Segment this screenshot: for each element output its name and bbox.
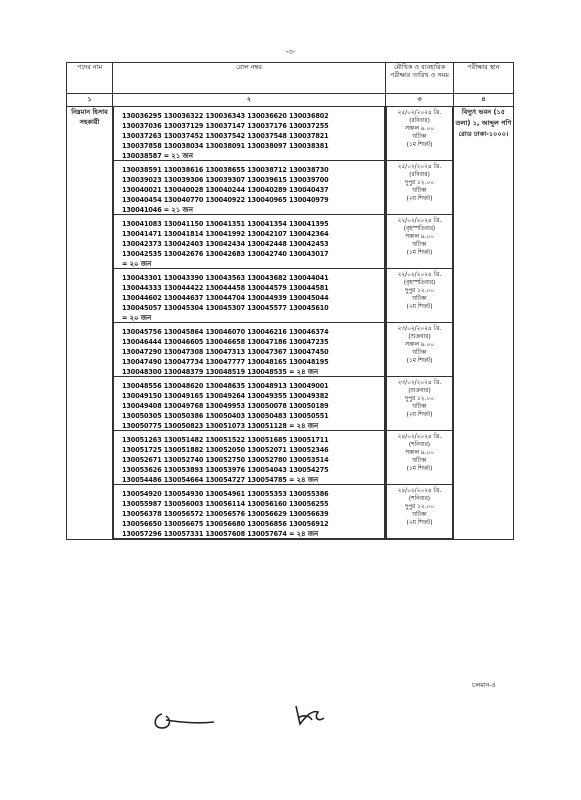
- exam-time: সকাল ৯.০০: [405, 342, 434, 348]
- roll-line: 130044333 130044422 130044458 130044579 130044581: [122, 283, 329, 292]
- roll-line: 130042373 130042403 130042434 130042448 130042453: [122, 239, 329, 248]
- header-venue: পরীক্ষার স্থান: [454, 63, 514, 94]
- exam-date: ২৪/০২/২০২৪ খ্রি.: [397, 434, 442, 440]
- roll-line: 130050775 130050823 130051073 130051128 = ২৪ জন: [122, 421, 319, 430]
- exam-time-unit: ঘটিকা: [412, 512, 427, 518]
- roll-line: 130044602 130044637 130044704 130044939 130045044: [122, 293, 329, 302]
- exam-time-unit: ঘটিকা: [412, 242, 427, 248]
- exam-time: দুপুর ১২.০০: [405, 288, 434, 294]
- exam-date: ২৩/০২/২০২৪ খ্রি.: [397, 326, 442, 332]
- roll-line: 130038587 = ২১ জন: [122, 151, 194, 160]
- roll-line: 130049150 130049165 130049264 130049355 130049382: [122, 391, 329, 400]
- roll-line: 130047490 130047734 130047777 130048165 130048195: [122, 357, 329, 366]
- exam-time: দুপুর ১২.০০: [405, 396, 434, 402]
- roll-line: 130041083 130041150 130041351 130041354 130041395: [122, 219, 329, 228]
- roll-line: 130048300 130048379 130048519 130048535 = ২৪ জন: [122, 367, 319, 376]
- roll-line: 130055987 130056003 130056114 130056160 130056255: [122, 499, 329, 508]
- roll-line: 130053626 130053893 130053976 130054043 130054275: [122, 465, 329, 474]
- exam-time: সকাল ৯.০০: [405, 234, 434, 240]
- exam-day: (শুক্রবার): [408, 334, 431, 340]
- roll-group: [113, 377, 385, 431]
- exam-time-unit: ঘটিকা: [412, 458, 427, 464]
- date-time-group: [386, 215, 453, 269]
- column-number: ৩: [386, 94, 454, 107]
- roll-line: 130050305 130050386 130050403 130050483 130050551: [122, 411, 329, 420]
- roll-line: 130046444 130046605 130046658 130047186 130047235: [122, 337, 329, 346]
- venue-cell: [454, 107, 514, 540]
- exam-day: (রবিবার): [409, 118, 430, 124]
- exam-day: (বৃহস্পতিবার): [403, 280, 436, 286]
- exam-day: (শনিবার): [408, 496, 431, 502]
- header-roll: রোল নম্বর: [113, 63, 386, 94]
- exam-time-unit: ঘটিকা: [412, 350, 427, 356]
- signature-right: [288, 700, 328, 730]
- date-time-group: [386, 485, 453, 539]
- roll-group: [113, 431, 385, 485]
- exam-shift: (১ম শিফট): [406, 142, 433, 148]
- roll-line: 130057296 130057331 130057608 130057674 = ২৪ জন: [122, 529, 319, 538]
- roll-line: 130037858 130038034 130038091 130038097 130038381: [122, 141, 329, 150]
- exam-day: (রবিবার): [409, 172, 430, 178]
- roll-group: [113, 485, 385, 539]
- roll-line: 130047290 130047308 130047313 130047367 130047450: [122, 347, 329, 356]
- roll-line: 130042535 130042676 130042683 130042740 130043017: [122, 249, 329, 258]
- exam-shift: (২য় শিফট): [406, 196, 433, 202]
- roll-group: [113, 161, 385, 215]
- roll-group: [113, 269, 385, 323]
- exam-date: ২৫/০২/২০২৪ খ্রি.: [397, 110, 442, 116]
- roll-line: 130040021 130040028 130040244 130040289 130040437: [122, 185, 329, 194]
- roll-group: [113, 323, 385, 377]
- exam-shift: (১ম শিফট): [406, 358, 433, 364]
- roll-line: 130056378 130056572 130056576 130056629 130056639: [122, 509, 329, 518]
- roll-group: [113, 215, 385, 269]
- roll-line: 130054920 130054930 130054961 130055353 130055386: [122, 489, 329, 498]
- schedule-table: [66, 62, 514, 540]
- signature-left: [148, 706, 218, 734]
- roll-line: 130041046 = ২১ জন: [122, 205, 194, 214]
- exam-date: ২২/০২/২০২৪ খ্রি.: [397, 272, 442, 278]
- roll-line: 130036295 130036322 130036343 130036620 130036802: [122, 111, 329, 120]
- header-post: পদের নাম: [67, 63, 113, 94]
- roll-line: 130049408 130049768 130049953 130050078 130050189: [122, 401, 329, 410]
- roll-line: 130040454 130040770 130040922 130040965 130040979: [122, 195, 329, 204]
- column-number-row: [67, 94, 514, 107]
- roll-line: 130054486 130054664 130054727 130054785 = ২৪ জন: [122, 475, 319, 484]
- exam-time-unit: ঘটিকা: [412, 404, 427, 410]
- column-number: ৪: [454, 94, 514, 107]
- table-body-row: [67, 107, 514, 540]
- exam-time: দুপুর ১২.০০: [405, 180, 434, 186]
- date-column: [386, 107, 454, 540]
- roll-line: 130037263 130037452 130037542 130037548 130037821: [122, 131, 329, 140]
- roll-line: 130037036 130037129 130037147 130037176 130037255: [122, 121, 329, 130]
- roll-line: 130052671 130052740 130052750 130052780 130053514: [122, 455, 329, 464]
- exam-time-unit: ঘটিকা: [412, 188, 427, 194]
- exam-date: ২৩/০২/২০২৪ খ্রি.: [397, 380, 442, 386]
- column-number: ১: [67, 94, 113, 107]
- exam-time-unit: ঘটিকা: [412, 134, 427, 140]
- roll-line: = ২০ জন: [122, 259, 152, 268]
- exam-date: ২৫/০২/২০২৪ খ্রি.: [397, 164, 442, 170]
- exam-day: (শুক্রবার): [408, 388, 431, 394]
- post-name-cell: [67, 107, 113, 540]
- roll-line: 130041471 130041814 130041992 130042107 130042364: [122, 229, 329, 238]
- exam-time: সকাল ৯.০০: [405, 126, 434, 132]
- exam-time: দুপুর ১২.০০: [405, 504, 434, 510]
- exam-date: ২২/০২/২০২৪ খ্রি.: [397, 218, 442, 224]
- roll-line: 130045756 130045864 130046070 130046216 130046374: [122, 327, 329, 336]
- exam-time: সকাল ৯.০০: [405, 450, 434, 456]
- roll-line: 130045057 130045304 130045307 130045577 130045610: [122, 303, 329, 312]
- column-number: ২: [113, 94, 386, 107]
- date-time-group: [386, 107, 453, 161]
- roll-column: [113, 107, 386, 540]
- exam-shift: (২য় শিফট): [406, 304, 433, 310]
- exam-shift: (২য় শিফট): [406, 520, 433, 526]
- venue-text: বিদ্যুৎ ভবন (১৫ তলা) ১, আব্দুল গণি রোড ঢাকা-১০০০।: [455, 108, 512, 138]
- roll-line: 130056650 130056675 130056680 130056856 130056912: [122, 519, 329, 528]
- date-time-group: [386, 377, 453, 431]
- roll-line: 130039023 130039306 130039307 130039615 130039700: [122, 175, 329, 184]
- exam-time-unit: ঘটিকা: [412, 296, 427, 302]
- table-header-row: [67, 63, 514, 94]
- exam-shift: (১ম শিফট): [406, 250, 433, 256]
- roll-line: 130038591 130038616 130038655 130038712 130038730: [122, 165, 329, 174]
- roll-line: 130043301 130043390 130043563 130043682 130044041: [122, 273, 329, 282]
- roll-line: = ২০ জন: [122, 313, 152, 322]
- date-time-group: [386, 269, 453, 323]
- exam-day: (শনিবার): [408, 442, 431, 448]
- post-name: নিম্নমান হিসাব সহকারী: [71, 108, 108, 126]
- exam-shift: (২য় শিফট): [406, 412, 433, 418]
- date-time-group: [386, 323, 453, 377]
- date-time-group: [386, 161, 453, 215]
- roll-line: 130048556 130048620 130048635 130048913 130049001: [122, 381, 329, 390]
- exam-date: ২৪/০২/২০২৪ খ্রি.: [397, 488, 442, 494]
- exam-shift: (১ম শিফট): [406, 466, 433, 472]
- roll-line: 130051725 130051882 130052050 130052071 130052346: [122, 445, 329, 454]
- header-date-time: মৌখিক ও ব্যবহারিক পরীক্ষার তারিখ ও সময়: [386, 63, 454, 94]
- page-number: -৩-: [285, 48, 296, 56]
- exam-day: (বৃহস্পতিবার): [403, 226, 436, 232]
- continued-note: চলমান-৪: [472, 681, 496, 689]
- date-time-group: [386, 431, 453, 485]
- roll-line: 130051263 130051482 130051522 130051685 130051711: [122, 435, 329, 444]
- roll-group: [113, 107, 385, 161]
